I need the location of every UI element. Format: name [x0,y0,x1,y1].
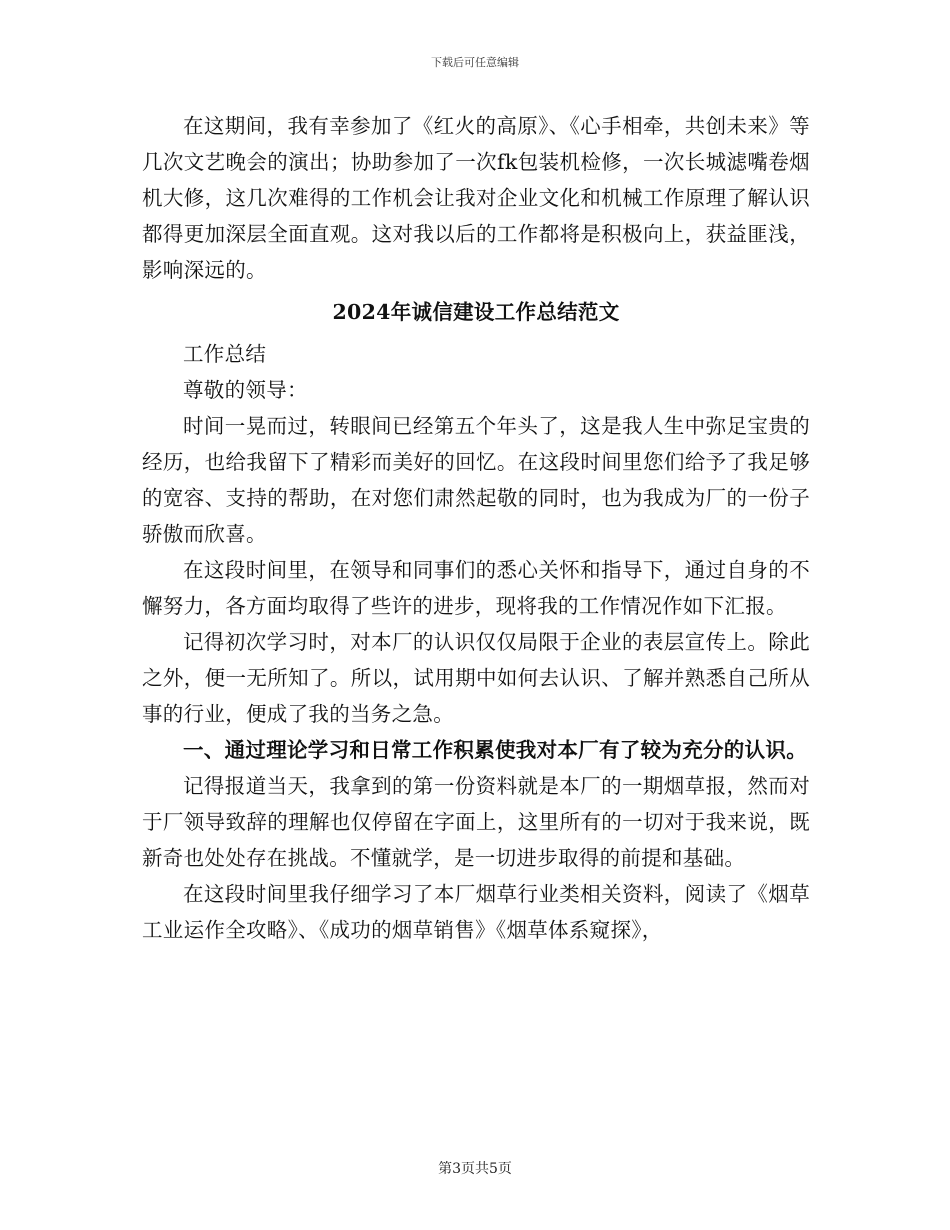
salutation: 尊敬的领导： [183,378,308,402]
section-heading: 一、通过理论学习和日常工作积累使我对本厂有了较为充分的认识。 [183,738,807,762]
body-paragraph: 记得初次学习时，对本厂的认识仅仅局限于企业的表层宣传上。除此之外，便一无所知了。所以，试用期中如何去认识、了解并熟悉自己所从事的行业，便成了我的当务之急。 [142,630,810,726]
body-paragraph: 在这段时间里，在领导和同事们的悉心关怀和指导下，通过自身的不懈努力，各方面均取得了些许的进步，现将我的工作情况作如下汇报。 [142,558,810,618]
page-header-note: 下载后可任意编辑 [431,56,519,69]
document-body [142,108,810,948]
body-paragraph: 时间一晃而过，转眼间已经第五个年头了，这是我人生中弥足宝贵的经历，也给我留下了精彩而美好的回忆。在这段时间里您们给予了我足够的宽容、支持的帮助，在对您们肃然起敬的同时，也为我成为厂的一份子骄傲而欣喜。 [142,414,810,546]
page-number: 第3页共5页 [438,1161,512,1177]
document-title: 2024年诚信建设工作总结范文 [332,300,620,324]
document-label: 工作总结 [183,342,267,366]
section-paragraph: 在这段时间里我仔细学习了本厂烟草行业类相关资料，阅读了《烟草工业运作全攻略》、《成功的烟草销售》《烟草体系窥探》， [142,882,810,942]
intro-paragraph: 在这期间，我有幸参加了《红火的高原》、《心手相牵，共创未来》等几次文艺晚会的演出；协助参加了一次fk包装机检修，一次长城滤嘴卷烟机大修，这几次难得的工作机会让我对企业文化和机械工作原理了解认识都得更加深层全面直观。这对我以后的工作都将是积极向上，获益匪浅，影响深远的。 [142,114,810,282]
section-paragraph: 记得报道当天，我拿到的第一份资料就是本厂的一期烟草报，然而对于厂领导致辞的理解也仅停留在字面上，这里所有的一切对于我来说，既新奇也处处存在挑战。不懂就学，是一切进步取得的前提和基础。 [142,774,810,870]
